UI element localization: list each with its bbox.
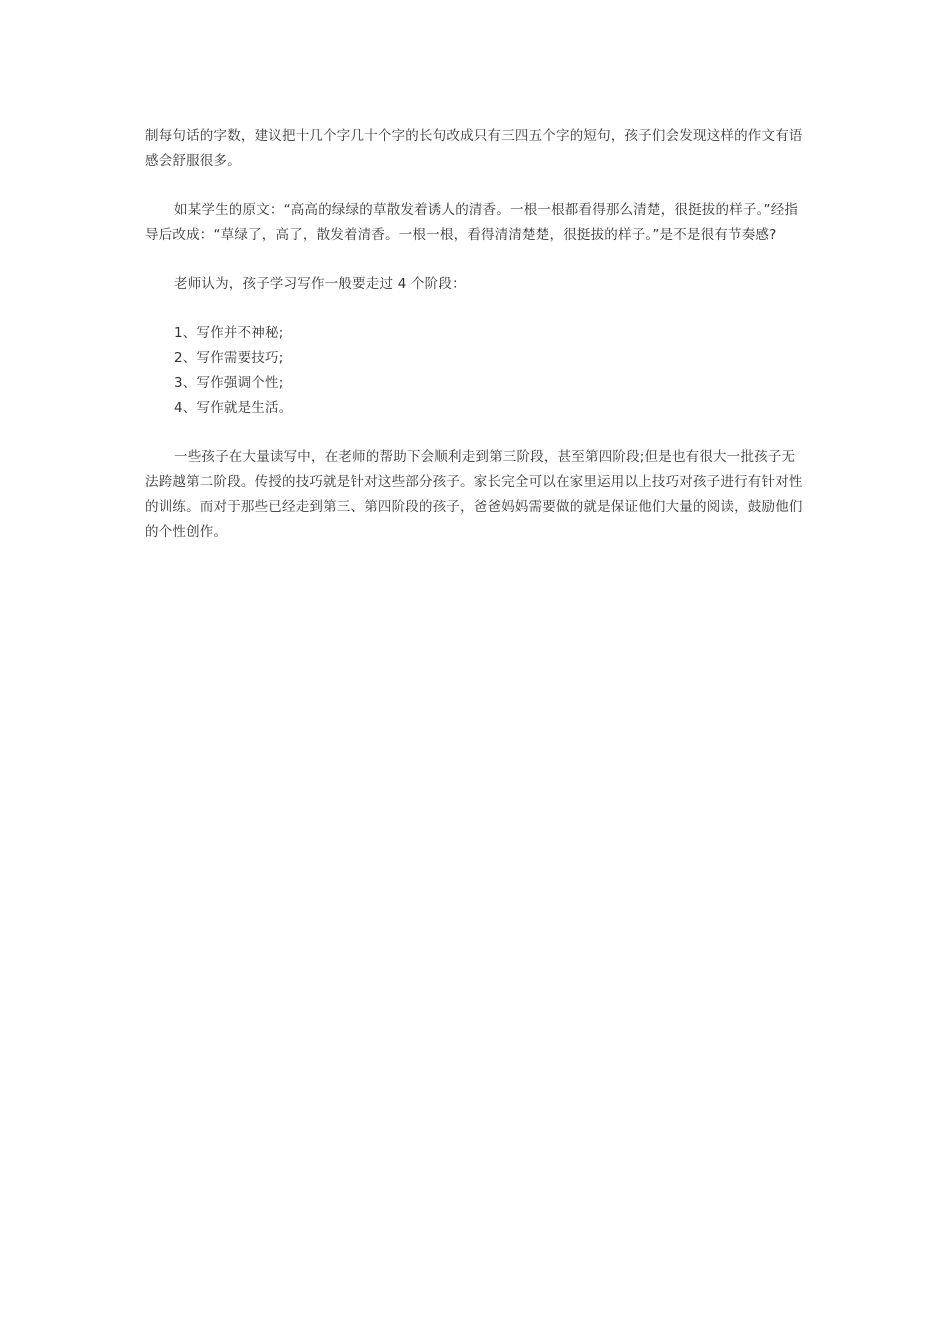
list-item: 1、写作并不神秘; [174,325,284,341]
paragraph-sentence-length-advice: 制每句话的字数，建议把十几个字几十个字的长句改成只有三四五个字的短句，孩子们会发现这样的作文有语感会舒服很多。 [145,128,803,169]
stages-list [145,321,805,421]
paragraph-conclusion: 一些孩子在大量读写中，在老师的帮助下会顺利走到第三阶段，甚至第四阶段;但是也有很大一批孩子无法跨越第二阶段。传授的技巧就是针对这些部分孩子。家长完全可以在家里运用以上技巧对孩子进行有针对性的训练。而对于那些已经走到第三、第四阶段的孩子，爸爸妈妈需要做的就是保证他们大量的阅读，鼓励他们的个性创作。 [145,449,803,540]
list-item: 4、写作就是生活。 [174,400,293,416]
document-body [145,124,805,569]
list-item: 3、写作强调个性; [174,375,284,391]
paragraph-example-rewrite: 如某学生的原文：“高高的绿绿的草散发着诱人的清香。一根一根都看得那么清楚，很挺拔的样子。”经指导后改成：“草绿了，高了，散发着清香。一根一根，看得清清楚楚，很挺拔的样子。”是不是很有节奏感? [145,202,799,243]
paragraph-stages-intro: 老师认为，孩子学习写作一般要走过 4 个阶段： [174,276,466,292]
list-item: 2、写作需要技巧; [174,350,284,366]
